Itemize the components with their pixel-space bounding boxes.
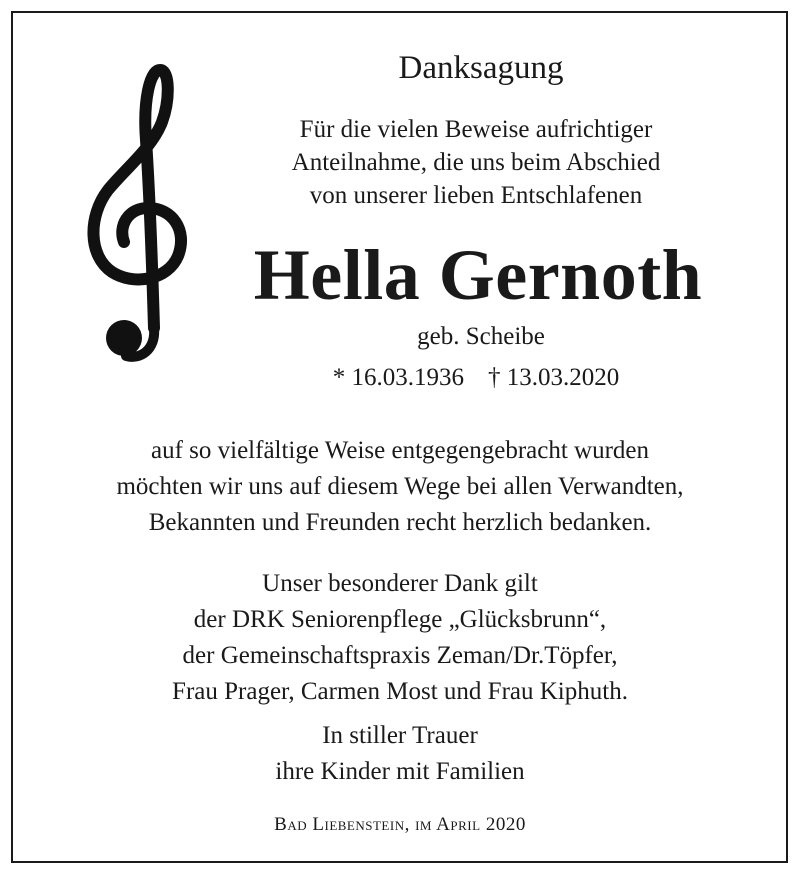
special-thanks-line: der DRK Seniorenpflege „Glücksbrunn“, — [193, 606, 607, 633]
special-thanks-line: Unser besonderer Dank gilt — [262, 570, 538, 597]
mourning-signature — [275, 718, 524, 790]
special-thanks-line: Frau Prager, Carmen Most und Frau Kiphuth. — [172, 678, 628, 705]
mourning-line: ihre Kinder mit Familien — [275, 758, 525, 785]
birth-date: * 16.03.1936 — [332, 364, 464, 391]
treble-clef-icon — [78, 60, 194, 366]
death-date: † 13.03.2020 — [488, 364, 620, 391]
maiden-name: geb. Scheibe — [417, 323, 545, 350]
intro-line: von unserer lieben Entschlafenen — [309, 182, 643, 209]
page-title: Danksagung — [398, 50, 564, 86]
mourning-line: In stiller Trauer — [322, 722, 478, 749]
intro-line: Anteilnahme, die uns beim Abschied — [291, 149, 661, 176]
thanks-line: Bekannten und Freunden recht herzlich bedanken. — [148, 509, 652, 536]
thanks-line: möchten wir uns auf diesem Wege bei allen Verwandten, — [116, 473, 684, 500]
intro-text — [292, 113, 661, 212]
deceased-name: Hella Gernoth — [253, 235, 703, 315]
thanks-text — [116, 433, 683, 541]
thanks-line: auf so vielfältige Weise entgegengebracht wurden — [150, 437, 650, 464]
intro-line: Für die vielen Beweise aufrichtiger — [299, 116, 653, 143]
special-thanks-text — [172, 566, 628, 710]
special-thanks-line: der Gemeinschaftspraxis Zeman/Dr.Töpfer, — [182, 642, 618, 669]
place-and-date: Bad Liebenstein, im April 2020 — [274, 814, 526, 835]
life-dates — [333, 364, 620, 392]
